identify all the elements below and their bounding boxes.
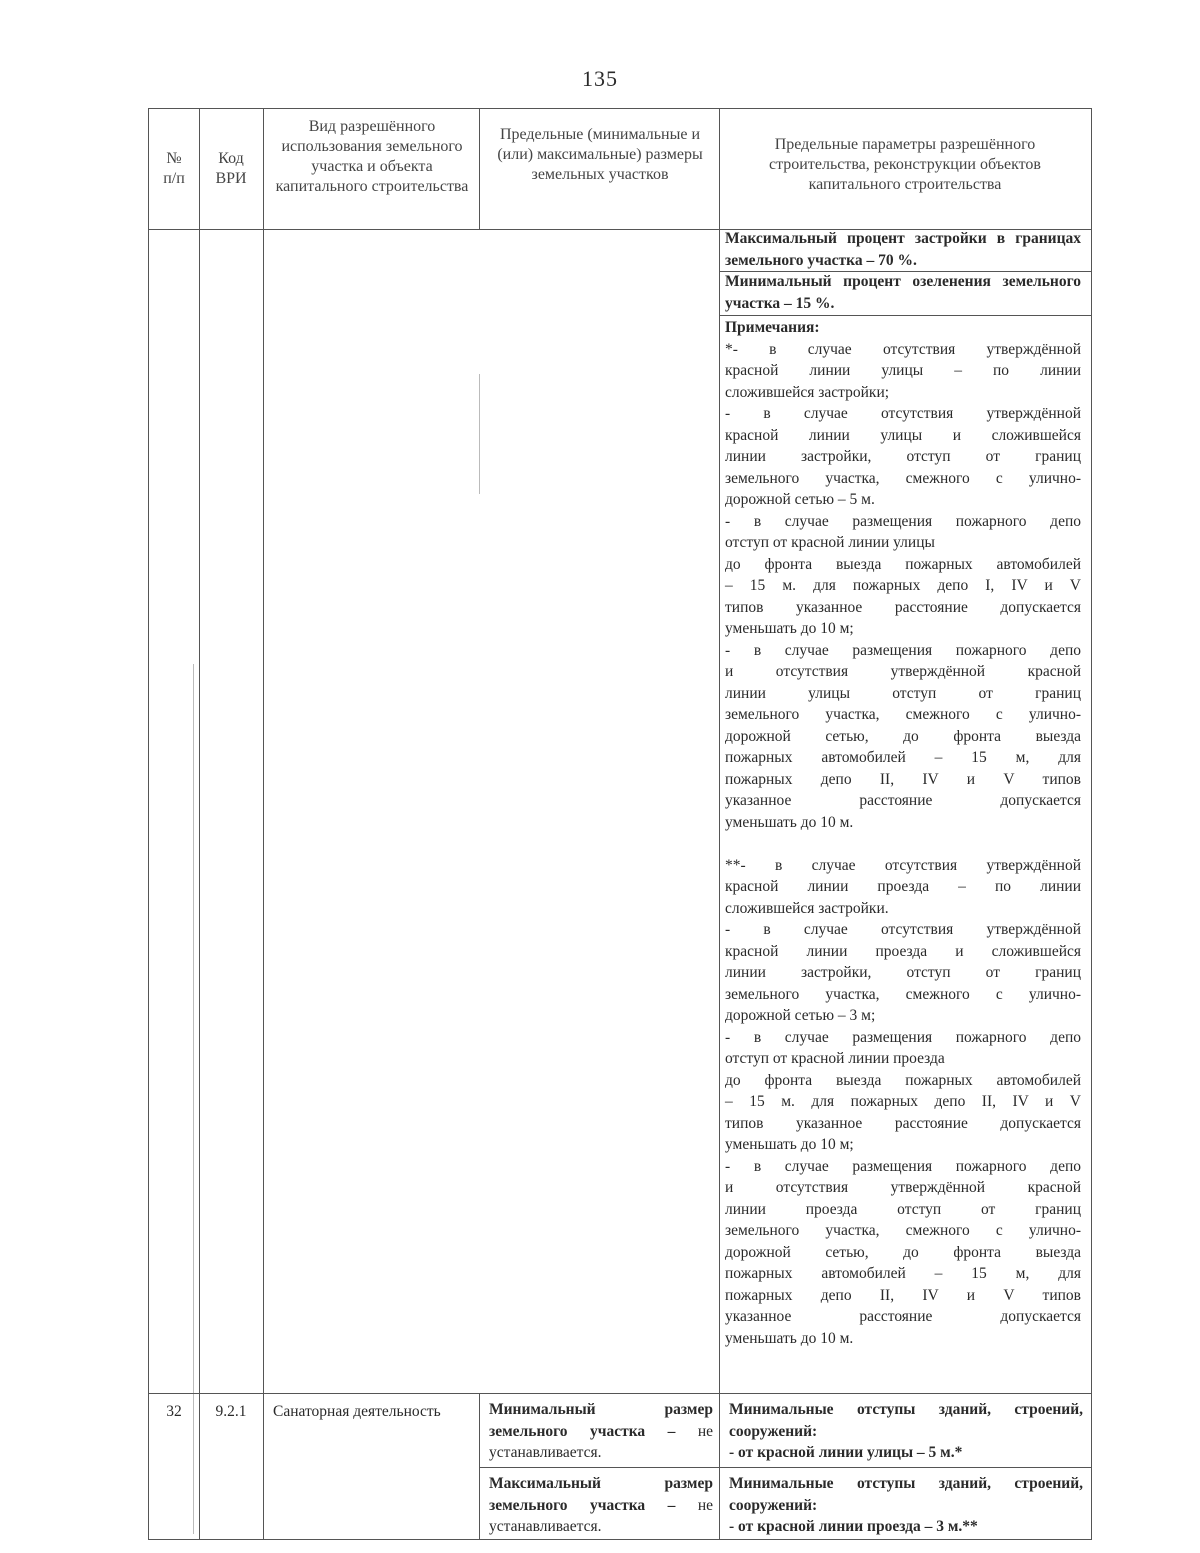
notes-line: красной линии проезда и сложившейся bbox=[725, 942, 1081, 960]
notes-line: красной линии проезда – по линии bbox=[725, 878, 1081, 895]
notes-line: земельного участка, смежного с улично- bbox=[725, 985, 1081, 1003]
header-code: Код ВРИ bbox=[215, 150, 247, 187]
notes-line: **- в случае отсутствия утверждённой bbox=[725, 856, 1081, 874]
notes-title: Примечания: bbox=[725, 319, 820, 336]
notes-line: до фронта выезда пожарных автомобилей bbox=[725, 555, 1081, 573]
max-build-percent: Максимальный процент застройки в границах земельного участка – 70 %. bbox=[725, 230, 1081, 269]
notes-block bbox=[725, 317, 1081, 1349]
row32-params-passage: Минимальные отступы зданий, строений, сооружений: - от красной линии проезда – 3 м.** bbox=[729, 1475, 1083, 1535]
col-divider bbox=[479, 1393, 480, 1539]
header-use: Вид разрешённого использования земельного участка и объекта капитального строительства bbox=[275, 118, 469, 195]
notes-line: отступ от красной линии улицы bbox=[725, 534, 935, 551]
col-divider bbox=[263, 109, 264, 1539]
notes-line: земельного участка, смежного с улично- bbox=[725, 706, 1081, 723]
notes-line: дорожной сетью – 3 м; bbox=[725, 1007, 876, 1024]
notes-line: - в случае размещения пожарного депо bbox=[725, 1157, 1081, 1175]
notes-line: пожарных автомобилей – 15 м, для bbox=[725, 1265, 1081, 1282]
col-divider bbox=[719, 109, 720, 1539]
notes-line: - в случае размещения пожарного депо bbox=[725, 512, 1081, 530]
notes-line: земельного участка, смежного с улично- bbox=[725, 469, 1081, 487]
notes-line bbox=[725, 833, 1081, 855]
row32-code: 9.2.1 bbox=[215, 1403, 247, 1420]
notes-line: и отсутствия утверждённой красной bbox=[725, 663, 1081, 680]
min-green-percent: Минимальный процент озеленения земельного участка – 15 %. bbox=[725, 273, 1081, 312]
notes-line: уменьшать до 10 м; bbox=[725, 620, 854, 637]
notes-line: дорожной сетью, до фронта выезда bbox=[725, 727, 1081, 745]
page-number: 135 bbox=[582, 66, 618, 91]
notes-line: – 15 м. для пожарных депо II, IV и V bbox=[725, 1093, 1081, 1110]
notes-line: красной линии улицы – по линии bbox=[725, 362, 1081, 379]
notes-line: уменьшать до 10 м. bbox=[725, 1329, 854, 1347]
notes-line: отступ от красной линии проезда bbox=[725, 1050, 945, 1067]
notes-line: пожарных депо II, IV и V типов bbox=[725, 1286, 1081, 1304]
notes-text bbox=[725, 339, 1081, 1350]
header-num: № п/п bbox=[163, 150, 185, 187]
notes-line: и отсутствия утверждённой красной bbox=[725, 1179, 1081, 1196]
notes-line: до фронта выезда пожарных автомобилей bbox=[725, 1071, 1081, 1089]
notes-line: *- в случае отсутствия утверждённой bbox=[725, 340, 1081, 358]
notes-line: земельного участка, смежного с улично- bbox=[725, 1222, 1081, 1239]
notes-line: линии застройки, отступ от границ bbox=[725, 964, 1081, 981]
regulation-table bbox=[148, 108, 1092, 1540]
notes-line: - в случае отсутствия утверждённой bbox=[725, 921, 1081, 938]
notes-line: сложившейся застройки. bbox=[725, 899, 889, 917]
notes-line: - в случае отсутствия утверждённой bbox=[725, 405, 1081, 422]
col-divider bbox=[199, 109, 200, 1539]
notes-line: пожарных автомобилей – 15 м, для bbox=[725, 749, 1081, 766]
row32-max-size: Максимальный размер земельного участка – не устанавливается. bbox=[489, 1475, 713, 1535]
row32-params-street: Минимальные отступы зданий, строений, сооружений: - от красной линии улицы – 5 м.* bbox=[729, 1401, 1083, 1461]
row32-use: Санаторная деятельность bbox=[273, 1403, 441, 1420]
notes-line: уменьшать до 10 м. bbox=[725, 813, 854, 831]
notes-line: линии улицы отступ от границ bbox=[725, 684, 1081, 702]
notes-line: - в случае размещения пожарного депо bbox=[725, 641, 1081, 659]
row32-num: 32 bbox=[166, 1403, 182, 1420]
notes-line: сложившейся застройки; bbox=[725, 383, 890, 401]
row32-min-size: Минимальный размер земельного участка – не устанавливается. bbox=[489, 1401, 713, 1461]
row-divider bbox=[479, 1467, 1091, 1468]
notes-line: указанное расстояние допускается bbox=[725, 792, 1081, 809]
header-size: Предельные (минимальные и (или) максимальные) размеры земельных участков bbox=[497, 126, 703, 183]
row-divider bbox=[719, 315, 1091, 316]
notes-line: линии застройки, отступ от границ bbox=[725, 448, 1081, 465]
notes-line: типов указанное расстояние допускается bbox=[725, 598, 1081, 616]
notes-line: указанное расстояние допускается bbox=[725, 1308, 1081, 1325]
notes-line: - в случае размещения пожарного депо bbox=[725, 1028, 1081, 1046]
notes-line: линии проезда отступ от границ bbox=[725, 1200, 1081, 1218]
header-params: Предельные параметры разрешённого строительства, реконструкции объектов капитального строительства bbox=[769, 136, 1041, 193]
col-divider bbox=[479, 109, 480, 229]
notes-line: типов указанное расстояние допускается bbox=[725, 1114, 1081, 1132]
notes-line: дорожной сетью – 5 м. bbox=[725, 491, 875, 508]
notes-line: дорожной сетью, до фронта выезда bbox=[725, 1243, 1081, 1261]
notes-line: уменьшать до 10 м; bbox=[725, 1136, 854, 1153]
notes-line: пожарных депо II, IV и V типов bbox=[725, 770, 1081, 788]
notes-line: – 15 м. для пожарных депо I, IV и V bbox=[725, 577, 1081, 594]
row-divider bbox=[149, 1393, 1091, 1394]
notes-line: красной линии улицы и сложившейся bbox=[725, 426, 1081, 444]
